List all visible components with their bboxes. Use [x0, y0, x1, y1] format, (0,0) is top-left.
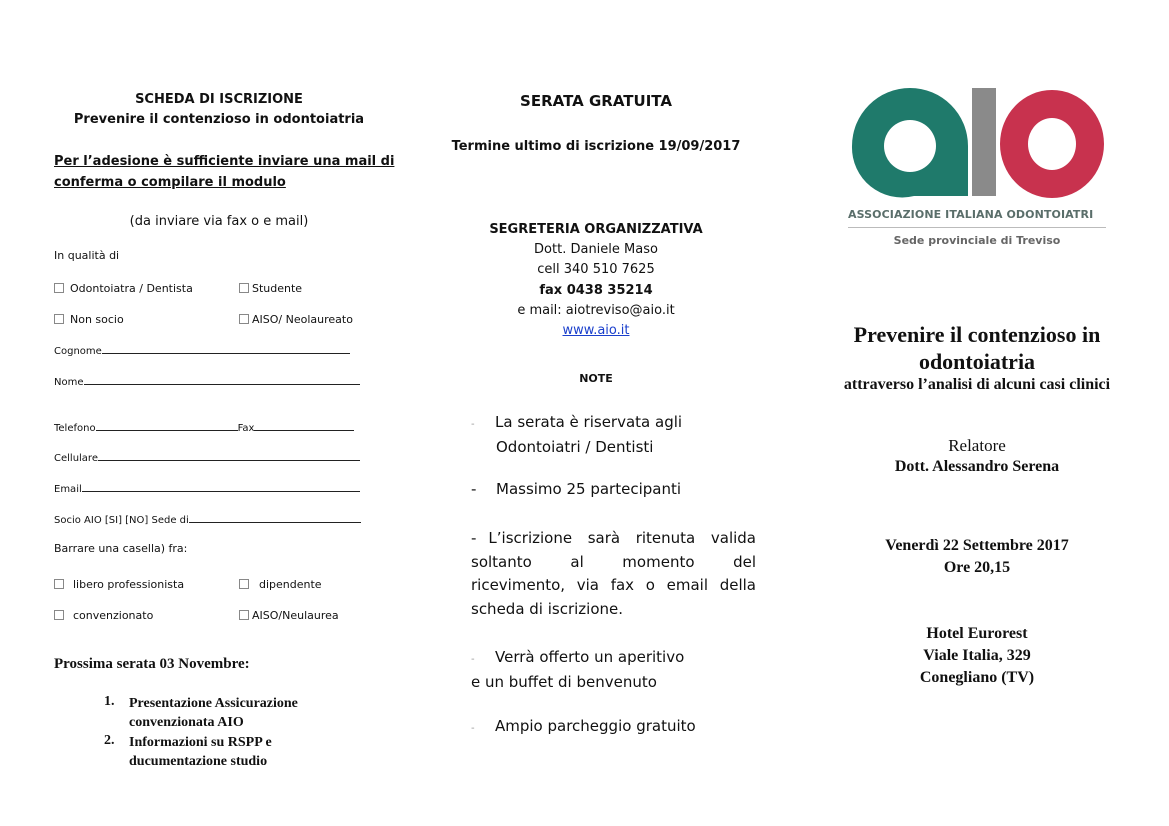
contact-cell: cell 340 510 7625: [537, 262, 655, 277]
list-number-1: 1.: [104, 694, 115, 709]
note-5: - Ampio parcheggio gratuito: [471, 717, 696, 735]
checkbox-label: libero professionista: [73, 578, 185, 591]
note-4: - Verrà offerto un aperitivo e un buffet di benvenuto: [471, 648, 685, 691]
adhesion-text-2: conferma o compilare il modulo: [54, 175, 286, 190]
note-1: - La serata è riservata agli Odontoiatri / Dentisti: [471, 413, 683, 456]
logo-org-name: ASSOCIAZIONE ITALIANA ODONTOIATRI: [848, 208, 1094, 221]
in-quality-label: In qualità di: [54, 249, 120, 262]
list-number-2: 2.: [104, 733, 115, 748]
checkbox-nonmember[interactable]: [54, 313, 124, 326]
aio-logo-icon: [848, 84, 1106, 200]
checkbox-icon[interactable]: [239, 283, 249, 293]
form-subtitle: Prevenire il contenzioso in odontoiatria: [73, 112, 365, 127]
note-3: - L’iscrizione sarà ritenuta valida soltanto al momento del ricevimento, via fax o email della scheda di iscrizione.: [471, 529, 756, 618]
checkbox-aiso2[interactable]: [239, 609, 339, 622]
website-link-wrap: [450, 323, 742, 338]
checkbox-employee[interactable]: [239, 578, 322, 591]
event-subtitle: attraverso l’analisi di alcuni casi clinici: [843, 376, 1111, 393]
speaker-label: Relatore: [948, 436, 1006, 455]
aio-logo: [848, 84, 1106, 254]
website-link[interactable]: www.aio.it: [562, 323, 630, 338]
checkbox-icon[interactable]: [239, 579, 249, 589]
surname-field[interactable]: Cognome: [54, 343, 354, 357]
adhesion-text-1: Per l’adesione è sufficiente inviare una mail di: [54, 154, 395, 169]
checkbox-label: dipendente: [259, 578, 322, 591]
note-2: - Massimo 25 partecipanti: [471, 480, 682, 498]
checkbox-icon[interactable]: [54, 579, 64, 589]
checkbox-label: Studente: [252, 282, 303, 295]
speaker-name: Dott. Alessandro Serena: [894, 458, 1060, 475]
checkbox-affiliated[interactable]: [54, 609, 153, 622]
secretariat-heading: SEGRETERIA ORGANIZZATIVA: [489, 222, 703, 237]
venue-street: Viale Italia, 329: [923, 647, 1031, 664]
deadline-text: Termine ultimo di iscrizione 19/09/2017: [451, 139, 741, 154]
checkbox-icon[interactable]: [54, 283, 64, 293]
checkbox-dentist[interactable]: [54, 282, 193, 295]
dash-mark: -: [471, 419, 475, 430]
list-item-2: Informazioni su RSPP e ducumentazione studio: [129, 735, 272, 769]
next-event-heading: Prossima serata 03 Novembre:: [54, 656, 250, 672]
contact-email: e mail: aiotreviso@aio.it: [517, 303, 675, 318]
free-evening-heading: SERATA GRATUITA: [520, 92, 672, 110]
send-via-text: (da inviare via fax o e mail): [129, 214, 309, 229]
venue-city: Conegliano (TV): [919, 669, 1035, 686]
name-field[interactable]: Nome: [54, 374, 364, 388]
checkbox-freelance[interactable]: [54, 578, 184, 591]
checkbox-student[interactable]: [239, 282, 302, 295]
mobile-field[interactable]: Cellulare: [54, 450, 364, 464]
list-item-1: Presentazione Assicurazione convenzionata AIO: [129, 696, 298, 730]
logo-divider: [848, 227, 1106, 228]
contact-fax: fax 0438 35214: [539, 283, 653, 298]
checkbox-aiso[interactable]: [239, 313, 353, 326]
checkbox-label: AISO/ Neolaureato: [252, 313, 353, 326]
checkbox-label: Non socio: [70, 313, 124, 326]
notes-heading: NOTE: [579, 372, 613, 385]
checkbox-label: convenzionato: [73, 609, 154, 622]
checkbox-icon[interactable]: [54, 610, 64, 620]
checkbox-label: AISO/Neulaurea: [252, 609, 339, 622]
event-title: Prevenire il contenzioso in odontoiatria: [853, 322, 1101, 374]
checkbox-label: Odontoiatra / Dentista: [70, 282, 193, 295]
checkbox-icon[interactable]: [54, 314, 64, 324]
venue-name: Hotel Eurorest: [926, 625, 1028, 642]
event-date: Venerdì 22 Settembre 2017: [885, 537, 1069, 554]
member-field[interactable]: Socio AIO [SI] [NO] Sede di: [54, 512, 364, 526]
checkbox-icon[interactable]: [239, 610, 249, 620]
email-field[interactable]: Email: [54, 481, 364, 495]
checkbox-icon[interactable]: [239, 314, 249, 324]
phone-fax-field[interactable]: Telefono Fax: [54, 420, 364, 434]
logo-branch: Sede provinciale di Treviso: [893, 234, 1061, 247]
contact-name: Dott. Daniele Maso: [534, 242, 658, 257]
event-time: Ore 20,15: [943, 559, 1011, 576]
tick-one-label: Barrare una casella) fra:: [54, 542, 188, 555]
form-title: SCHEDA DI ISCRIZIONE: [135, 92, 303, 107]
